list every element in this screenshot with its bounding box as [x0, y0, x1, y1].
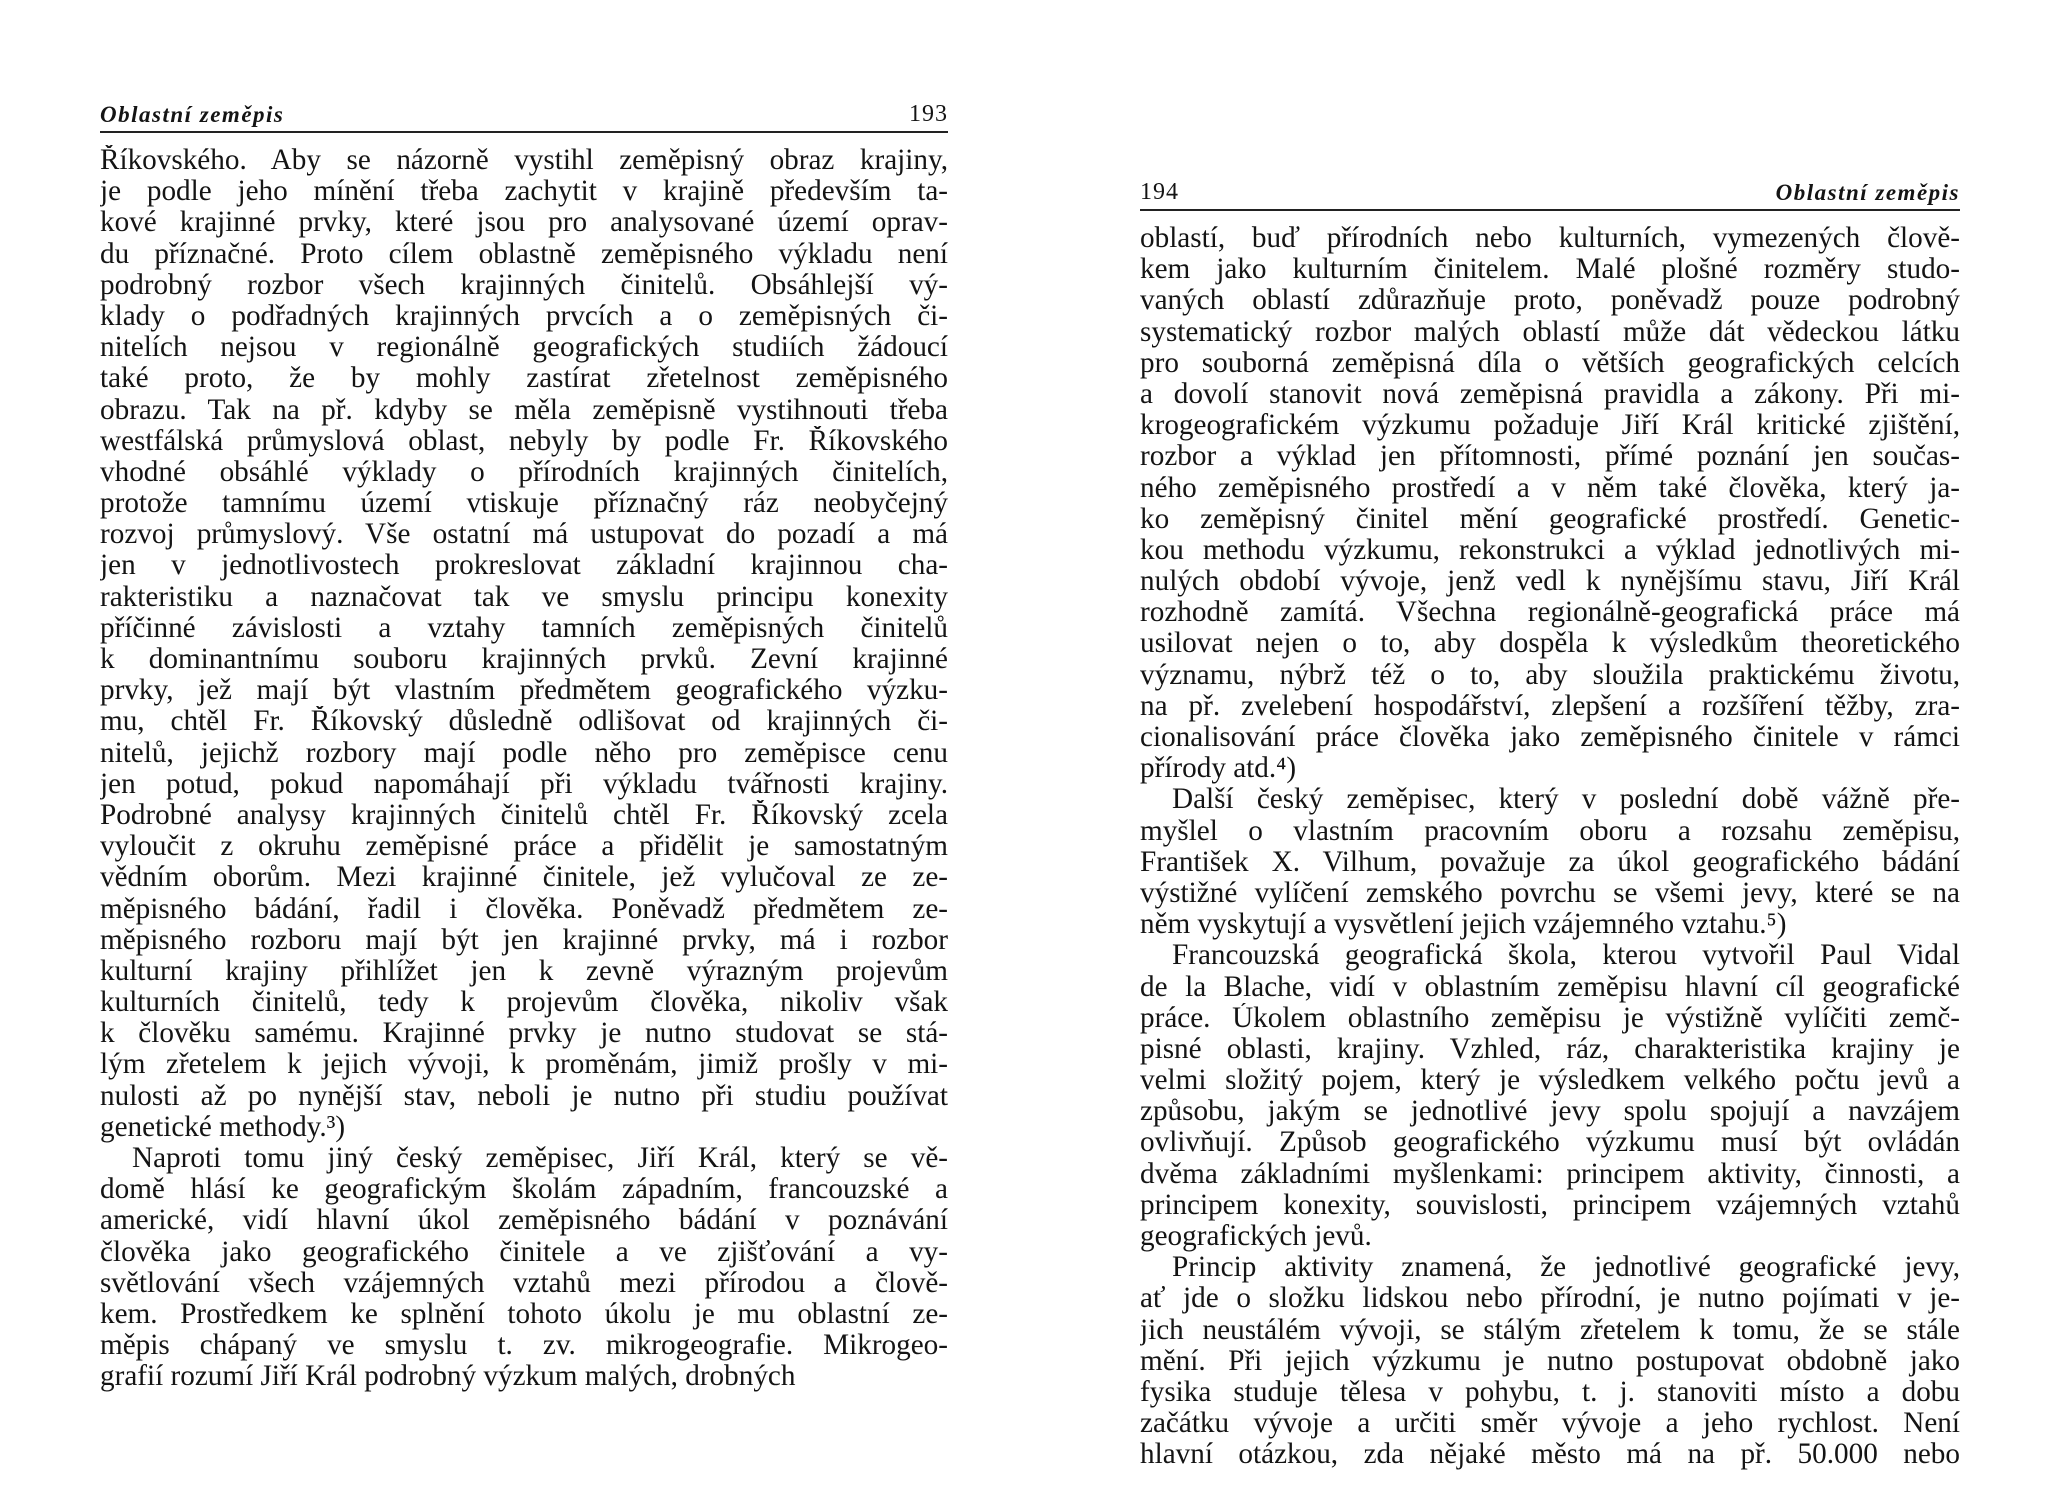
text-line: Další český zeměpisec, který v poslední době vážně pře-	[1172, 784, 1960, 816]
text-line: vědním oborům. Mezi krajinné činitele, jež vylučoval ze ze-	[100, 862, 948, 894]
text-line: práce. Úkolem oblastního zeměpisu je výstižně vylíčiti zemč-	[1140, 1002, 1960, 1034]
text-line: kulturní krajiny přihlížet jen k zevně výrazným projevům	[100, 955, 948, 987]
text-line: něm vyskytují a vysvětlení jejich vzájemného vztahu.⁵)	[1140, 909, 1787, 941]
text-line: ko zeměpisný činitel mění geografické prostředí. Genetic-	[1140, 503, 1960, 535]
text-line: westfálská průmyslová oblast, nebyly by podle Fr. Říkovského	[100, 425, 948, 457]
text-line: jich neustálém vývoji, se stálým zřetelem k tomu, že se stále	[1140, 1314, 1960, 1346]
text-line: protože tamnímu území vtiskuje příznačný ráz neobyčejný	[100, 488, 948, 520]
text-line: člověka jako geografického činitele a ve zjišťování a vy-	[100, 1236, 948, 1268]
left-page	[100, 100, 948, 1393]
text-line: rozbor a výklad jen přítomnosti, přímé poznání jen součas-	[1140, 441, 1960, 473]
text-line: mu, chtěl Fr. Říkovský důsledně odlišovat od krajinných či-	[100, 706, 948, 738]
text-line: fysika studuje tělesa v pohybu, t. j. stanoviti místo a dobu	[1140, 1376, 1960, 1408]
text-line: kem. Prostředkem ke splnění tohoto úkolu je mu oblastní ze-	[100, 1298, 948, 1330]
text-line: kulturních činitelů, tedy k projevům člověka, nikoliv však	[100, 987, 948, 1019]
right-page	[1140, 178, 1960, 1471]
text-line: měpisného rozboru mají být jen krajinné prvky, má i rozbor	[100, 924, 948, 956]
text-line: významu, nýbrž též o to, aby sloužila praktickému životu,	[1140, 659, 1960, 691]
text-line: principem konexity, souvislosti, principem vzájemných vztahů	[1140, 1189, 1960, 1221]
text-line: pro souborná zeměpisná díla o větších geografických celcích	[1140, 347, 1960, 379]
text-line: myšlel o vlastním pracovním oboru a rozsahu zeměpisu,	[1140, 815, 1960, 847]
text-line: František X. Vilhum, považuje za úkol geografického bádání	[1140, 846, 1960, 878]
text-line: také proto, že by mohly zastírat zřetelnost zeměpisného	[100, 363, 948, 395]
text-line: klady o podřadných krajinných prvcích a o zeměpisných či-	[100, 300, 948, 332]
text-line: ného zeměpisného prostředí a v něm také člověka, který ja-	[1140, 472, 1960, 504]
text-line: geografických jevů.	[1140, 1221, 1372, 1252]
text-line: velmi složitý pojem, který je výsledkem velkého počtu jevů a	[1140, 1065, 1960, 1097]
text-line: k dominantnímu souboru krajinných prvků. Zevní krajinné	[100, 644, 948, 675]
text-line: kem jako kulturním činitelem. Malé plošné rozměry studo-	[1140, 254, 1960, 286]
body-text	[1140, 223, 1960, 1471]
text-line: cionalisování práce člověka jako zeměpisného činitele v rámci	[1140, 722, 1960, 753]
header-title: Oblastní zeměpis	[100, 102, 285, 127]
text-line: ať jde o složku lidskou nebo přírodní, je nutno pojímati v je-	[1140, 1283, 1960, 1315]
text-line: domě hlásí ke geografickým školám západním, francouzské a	[100, 1174, 948, 1206]
text-line: nulosti až po nynější stav, neboli je nutno při studiu používat	[100, 1080, 948, 1112]
text-line: a dovolí stanovit nová zeměpisná pravidla a zákony. Při mi-	[1140, 378, 1960, 410]
text-line: je podle jeho mínění třeba zachytit v krajině především ta-	[100, 176, 948, 208]
running-head	[1140, 178, 1960, 211]
running-head	[100, 100, 948, 133]
text-line: Princip aktivity znamená, že jednotlivé geografické jevy,	[1172, 1252, 1960, 1284]
text-line: přírody atd.⁴)	[1140, 753, 1297, 785]
text-line: vhodné obsáhlé výklady o přírodních krajinných činitelích,	[100, 456, 948, 488]
text-line: systematický rozbor malých oblastí může dát vědeckou látku	[1140, 316, 1960, 348]
text-line: obrazu. Tak na př. kdyby se měla zeměpisně vystihnouti třeba	[100, 394, 948, 426]
text-line: k člověku samému. Krajinné prvky je nutno studovat se stá-	[100, 1018, 948, 1050]
page-number: 193	[909, 101, 948, 127]
text-line: rakteristiku a naznačovat tak ve smyslu principu konexity	[100, 581, 948, 613]
text-line: rozhodně zamítá. Všechna regionálně-geografická práce má	[1140, 597, 1960, 629]
header-title: Oblastní zeměpis	[1775, 180, 1960, 205]
text-line: kové krajinné prvky, které jsou pro analysované území oprav-	[100, 207, 948, 239]
text-line: krogeografickém výzkumu požaduje Jiří Král kritické zjištění,	[1140, 410, 1960, 442]
text-line: způsobu, jakým se jednotlivé jevy spolu spojují a navzájem	[1140, 1096, 1960, 1128]
text-line: Naproti tomu jiný český zeměpisec, Jiří Král, který se vě-	[132, 1143, 948, 1174]
text-line: dvěma základními myšlenkami: principem aktivity, činnosti, a	[1140, 1158, 1960, 1190]
text-line: oblastí, buď přírodních nebo kulturních, vymezených člově-	[1140, 223, 1960, 254]
text-line: Francouzská geografická škola, kterou vytvořil Paul Vidal	[1172, 940, 1960, 972]
text-line: mění. Při jejich výzkumu je nutno postupovat obdobně jako	[1140, 1345, 1960, 1377]
text-line: prvky, jež mají být vlastním předmětem geografického výzku-	[100, 675, 948, 707]
text-line: světlování všech vzájemných vztahů mezi přírodou a člově-	[100, 1267, 948, 1299]
text-line: nitelích nejsou v regionálně geografických studiích žádoucí	[100, 332, 948, 364]
page-number: 194	[1140, 179, 1179, 205]
text-line: genetické methody.³)	[100, 1111, 346, 1143]
text-line: lým zřetelem k jejich vývoji, k proměnám, jimiž prošly v mi-	[100, 1049, 948, 1081]
text-line: měpis chápaný ve smyslu t. zv. mikrogeografie. Mikrogeo-	[100, 1330, 948, 1362]
text-line: hlavní otázkou, zda nějaké město má na př. 50.000 nebo	[1140, 1439, 1960, 1471]
text-line: příčinné závislosti a vztahy tamních zeměpisných činitelů	[100, 612, 948, 644]
text-line: podrobný rozbor všech krajinných činitelů. Obsáhlejší vý-	[100, 269, 948, 301]
text-line: vaných oblastí zdůrazňuje proto, poněvadž pouze podrobný	[1140, 285, 1960, 317]
body-text	[100, 145, 948, 1393]
text-line: vyloučit z okruhu zeměpisné práce a přidělit je samostatným	[100, 831, 948, 863]
text-line: ovlivňují. Způsob geografického výzkumu musí být ovládán	[1140, 1127, 1960, 1159]
text-line: jen v jednotlivostech prokreslovat základní krajinnou cha-	[100, 550, 948, 582]
text-line: de la Blache, vidí v oblastním zeměpisu hlavní cíl geografické	[1140, 971, 1960, 1003]
text-line: Podrobné analysy krajinných činitelů chtěl Fr. Říkovský zcela	[100, 799, 948, 831]
text-line: na př. zvelebení hospodářství, zlepšení a rozšíření těžby, zra-	[1140, 690, 1960, 722]
text-line: začátku vývoje a určiti směr vývoje a jeho rychlost. Není	[1140, 1408, 1960, 1440]
text-line: grafií rozumí Jiří Král podrobný výzkum malých, drobných	[100, 1361, 796, 1393]
text-line: nulých období vývoje, jenž vedl k nynějšímu stavu, Jiří Král	[1140, 566, 1960, 598]
text-line: nitelů, jejichž rozbory mají podle něho pro zeměpisce cenu	[100, 737, 948, 769]
text-line: Říkovského. Aby se názorně vystihl zeměpisný obraz krajiny,	[100, 145, 948, 176]
text-line: du příznačné. Proto cílem oblastně zeměpisného výkladu není	[100, 238, 948, 270]
text-line: rozvoj průmyslový. Vše ostatní má ustupovat do pozadí a má	[100, 519, 948, 551]
text-line: měpisného bádání, řadil i člověka. Poněvadž předmětem ze-	[100, 893, 948, 925]
text-line: pisné oblasti, krajiny. Vzhled, ráz, charakteristika krajiny je	[1140, 1033, 1960, 1065]
text-line: jen potud, pokud napomáhají při výkladu tvářnosti krajiny.	[100, 768, 948, 800]
text-line: výstižné vylíčení zemského povrchu se všemi jevy, které se na	[1140, 877, 1960, 909]
text-line: americké, vidí hlavní úkol zeměpisného bádání v poznávání	[100, 1205, 948, 1237]
text-line: usilovat nejen o to, aby dospěla k výsledkům theoretického	[1140, 628, 1960, 660]
text-line: kou methodu výzkumu, rekonstrukci a výklad jednotlivých mi-	[1140, 534, 1960, 566]
